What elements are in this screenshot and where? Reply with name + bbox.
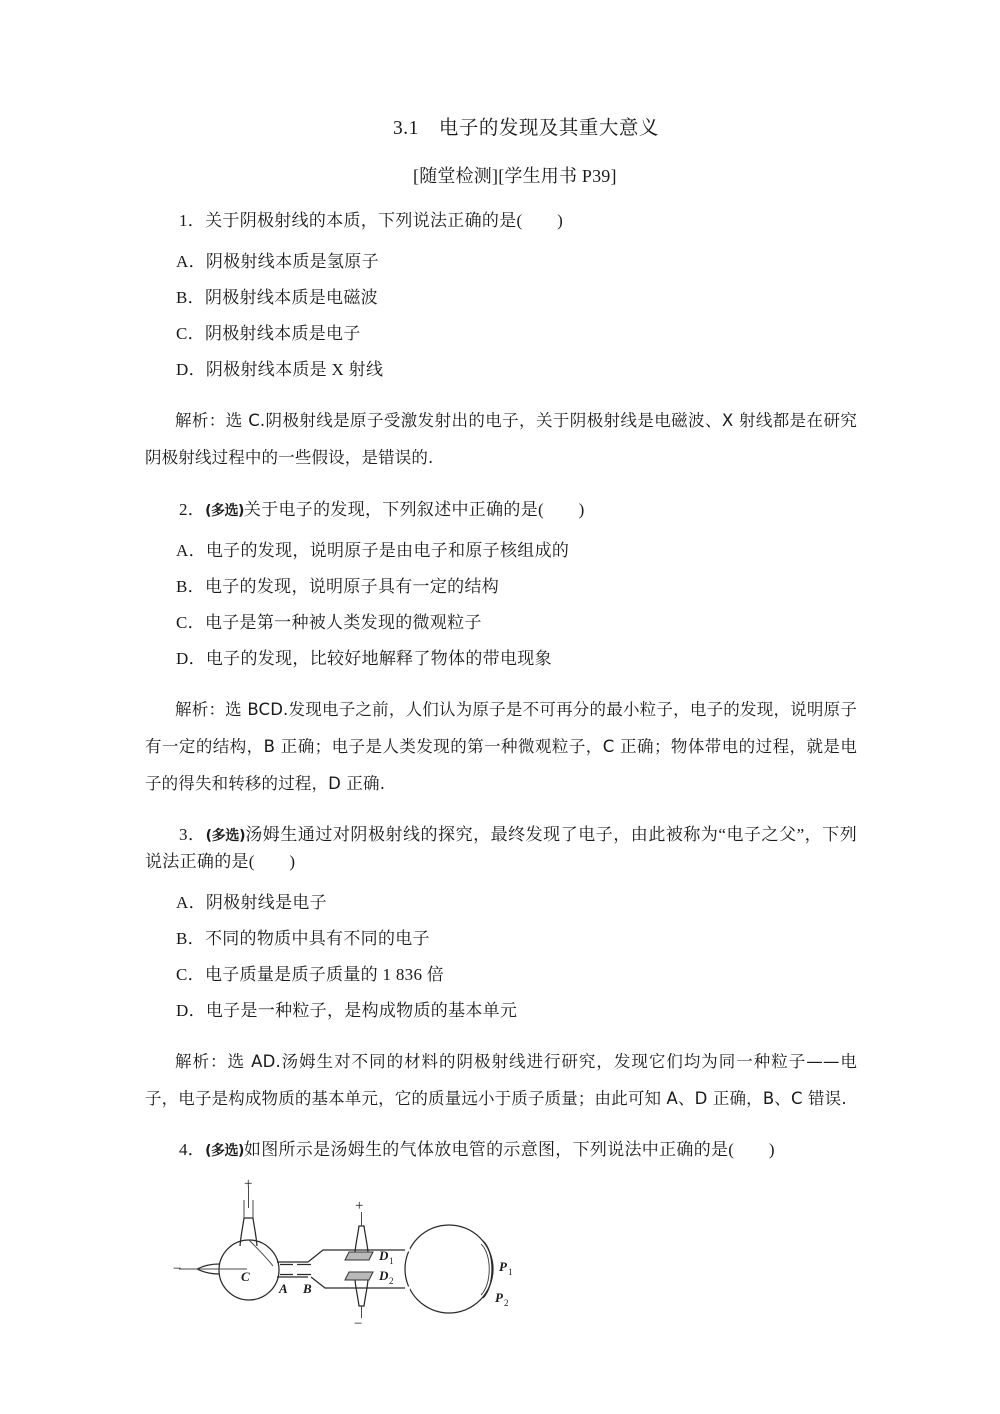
option-1-b[interactable]: B．阴极射线本质是电磁波 bbox=[176, 288, 378, 308]
anode-plus-sign: + bbox=[244, 1177, 253, 1192]
anode-neck bbox=[240, 1218, 257, 1246]
question-stem-2 bbox=[145, 497, 857, 523]
thomson-gas-discharge-tube-diagram bbox=[173, 1178, 553, 1338]
screen-label-p2-sub: 2 bbox=[504, 1297, 509, 1308]
page-subtitle: [随堂检测][学生用书 P39] bbox=[413, 166, 617, 186]
option-2-a[interactable]: A．电子的发现，说明原子是由电子和原子核组成的 bbox=[176, 540, 570, 560]
multi-select-marker-3: (多选) bbox=[205, 828, 246, 845]
plate-d1-plus-sign: + bbox=[355, 1197, 364, 1214]
deflection-plate-d2 bbox=[345, 1272, 373, 1280]
question-block-3 bbox=[145, 822, 857, 1117]
question-text-2: 关于电子的发现，下列叙述中正确的是( ) bbox=[243, 499, 585, 519]
document-content bbox=[145, 0, 857, 1338]
screen-label-p2: P bbox=[495, 1289, 503, 1305]
screen-label-p1: P bbox=[499, 1258, 507, 1274]
option-3-a[interactable]: A．阴极射线是电子 bbox=[176, 893, 327, 912]
multi-select-marker-4: (多选) bbox=[205, 1143, 244, 1160]
plate-label-d2-sub: 2 bbox=[389, 1275, 394, 1286]
deflection-plate-d1 bbox=[345, 1252, 373, 1260]
option-2-c[interactable]: C．电子是第一种被人类发现的微观粒子 bbox=[176, 612, 482, 632]
option-2-b[interactable]: B．电子的发现，说明原子具有一定的结构 bbox=[176, 576, 500, 596]
option-3-c[interactable]: C．电子质量是质子质量的 1 836 倍 bbox=[176, 965, 445, 984]
question-text-1: 关于阴极射线的本质，下列说法正确的是( ) bbox=[205, 211, 564, 230]
option-2-d[interactable]: D．电子的发现，比较好地解释了物体的带电现象 bbox=[176, 648, 552, 668]
question-stem-1 bbox=[145, 208, 857, 234]
question-block-1 bbox=[145, 208, 857, 477]
multi-select-marker-2: (多选) bbox=[205, 502, 244, 519]
question-stem-4 bbox=[145, 1137, 857, 1163]
figure-container bbox=[145, 1178, 857, 1338]
question-text-4: 如图所示是汤姆生的气体放电管的示意图，下列说法中正确的是( ) bbox=[243, 1140, 775, 1160]
plate-d2-minus-sign: − bbox=[354, 1315, 363, 1332]
plate-d1-seal bbox=[355, 1226, 368, 1252]
explanation-3: 解析：选 AD.汤姆生对不同的材料的阴极射线进行研究，发现它们均为同一种粒子——电子，电子是构成物质的基本单元，它的质量远小于质子质量；由此可知 A、D 正确，B、C 错误. bbox=[145, 1052, 857, 1109]
plate-d2-seal bbox=[355, 1280, 368, 1306]
explanation-2: 解析：选 BCD.发现电子之前，人们认为原子是不可再分的最小粒子，电子的发现，说明原子有一定的结构，B 正确；电子是人类发现的第一种微观粒子，C 正确；物体带电的过程，就是电子的得失和转移的过程，D 正确. bbox=[145, 699, 857, 794]
question-number-2: 2． bbox=[179, 499, 206, 519]
plate-label-d2: D bbox=[379, 1267, 389, 1283]
plate-label-d1: D bbox=[379, 1247, 389, 1263]
option-1-a[interactable]: A．阴极射线本质是氢原子 bbox=[176, 252, 379, 272]
question-block-2 bbox=[145, 497, 857, 803]
question-number-3: 3． bbox=[179, 825, 206, 845]
question-block-4 bbox=[145, 1137, 857, 1337]
question-number-4: 4． bbox=[179, 1140, 206, 1160]
slit-label-a: A bbox=[279, 1280, 288, 1296]
cathode-label-c: C bbox=[241, 1268, 250, 1284]
option-3-b[interactable]: B．不同的物质中具有不同的电子 bbox=[176, 929, 430, 948]
screen-label-p1-sub: 1 bbox=[508, 1266, 513, 1277]
slit-label-b: B bbox=[303, 1280, 312, 1296]
page-title: 3.1 电子的发现及其重大意义 bbox=[393, 118, 659, 139]
option-1-c[interactable]: C．阴极射线本质是电子 bbox=[176, 324, 361, 344]
detection-bulb bbox=[405, 1225, 493, 1313]
question-text-3: 汤姆生通过对阴极射线的探究，最终发现了电子，由此被称为“电子之父”，下列说法正确的是( ) bbox=[145, 825, 858, 871]
cathode-minus-sign: − bbox=[173, 1260, 182, 1277]
bulb-seam bbox=[249, 1240, 273, 1266]
question-number-1: 1． bbox=[179, 211, 206, 230]
explanation-1: 解析：选 C.阴极射线是原子受激发射出的电子，关于阴极射线是电磁波、X 射线都是在研究阴极射线过程中的一些假设，是错误的. bbox=[145, 411, 857, 468]
screen-scale-arc-inner bbox=[481, 1244, 489, 1295]
option-3-d[interactable]: D．电子是一种粒子，是构成物质的基本单元 bbox=[176, 1001, 518, 1020]
plate-label-d1-sub: 1 bbox=[389, 1255, 394, 1266]
question-stem-3 bbox=[145, 822, 857, 875]
option-1-d[interactable]: D．阴极射线本质是 X 射线 bbox=[176, 360, 384, 380]
